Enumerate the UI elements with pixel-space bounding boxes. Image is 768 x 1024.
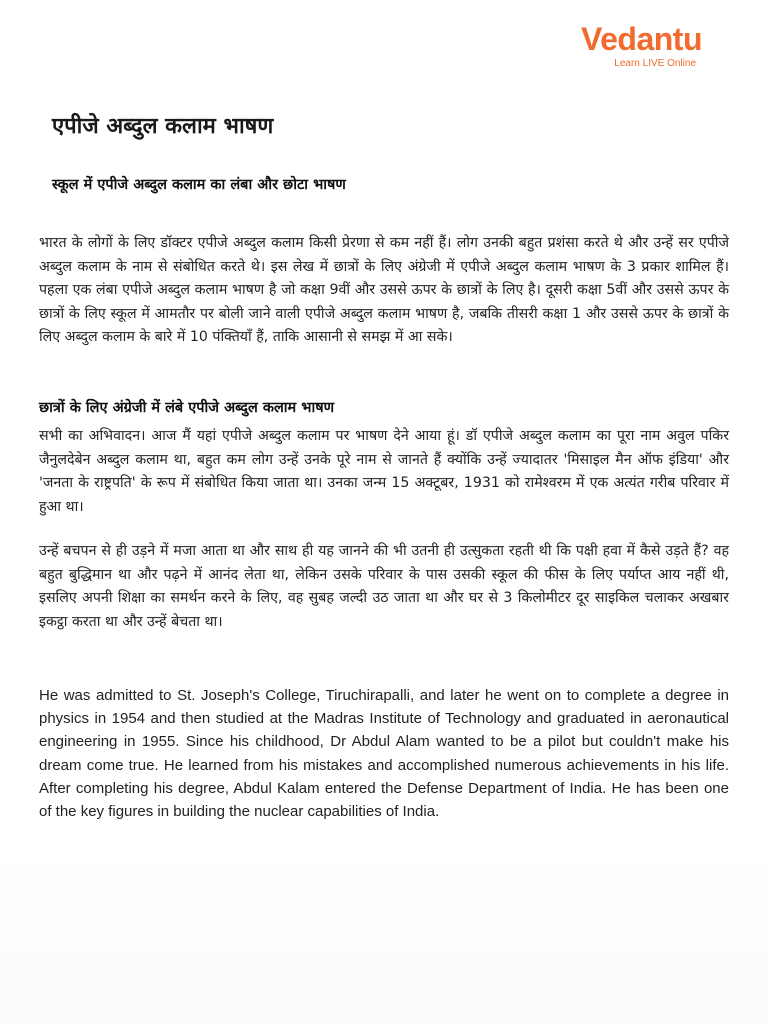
intro-paragraph: भारत के लोगों के लिए डॉक्टर एपीजे अब्दुल कलाम किसी प्रेरणा से कम नहीं हैं। लोग उनकी बहुत प्रशंसा करते थे और उन्हें सर एपीजे अब्दुल कलाम के नाम से संबोधित करते थे। इस लेख में छात्रों के लिए अंग्रेजी में एपीजे अब्दुल कलाम भाषण के 3 प्रकार शामिल हैं। पहला एक लंबा एपीजे अब्दुल कलाम भाषण है जो कक्षा 9वीं और उससे ऊपर के छात्रों के लिए है। दूसरी कक्षा 5वीं और उससे ऊपर के छात्रों के लिए स्कूल में आमतौर पर बोली जाने वाली एपीजे अब्दुल कलाम भाषण है, जबकि तीसरी कक्षा 1 और उससे ऊपर के छात्रों के लिए अब्दुल कलाम के बारे में 10 पंक्तियाँ हैं, ताकि आसानी से समझ में आ सके। <box>39 235 729 345</box>
speech-paragraph-2: उन्हें बचपन से ही उड़ने में मजा आता था और साथ ही यह जानने की भी उतनी ही उत्सुकता रहती थी कि पक्षी हवा में कैसे उड़ते हैं? वह बहुत बुद्धिमान था और पढ़ने में आनंद लेता था, लेकिन उसके परिवार के पास उसकी स्कूल की फीस के लिए पर्याप्त आय नहीं थी, इसलिए अपनी शिक्षा का समर्थन करने के लिए, वह सुबह जल्दी उठ जाता था और घर से 3 किलोमीटर दूर साइकिल चलाकर अखबार इकट्ठा करता था और उन्हें बेचता था। <box>39 543 729 630</box>
page-bottom-area <box>0 850 768 1024</box>
section-heading: छात्रों के लिए अंग्रेजी में लंबे एपीजे अब्दुल कलाम भाषण <box>39 400 335 416</box>
logo-wordmark: Vedantu <box>581 21 702 57</box>
page-title: एपीजे अब्दुल कलाम भाषण <box>52 114 274 139</box>
vedantu-logo <box>581 22 702 70</box>
speech-paragraph-english: He was admitted to St. Joseph's College, Tiruchirapalli, and later he went on to complete a degree in physics in 1954 and then studied at the Madras Institute of Technology and graduated in aeronautical engineering in 1955. Since his childhood, Dr Abdul Alam wanted to be a pilot but couldn't make his dream come true. He learned from his mistakes and accomplished numerous achievements in his life. After completing his degree, Abdul Kalam entered the Defense Department of India. He has been one of the key figures in building the nuclear capabilities of India. <box>39 687 729 821</box>
speech-paragraph-1: सभी का अभिवादन। आज मैं यहां एपीजे अब्दुल कलाम पर भाषण देने आया हूं। डॉ एपीजे अब्दुल कलाम का पूरा नाम अवुल पकिर जैनुलदेबेन अब्दुल कलाम था, बहुत कम लोग उन्हें उनके पूरे नाम से जानते हैं क्योंकि उन्हें ज्यादातर 'मिसाइल मैन ऑफ इंडिया' और 'जनता के राष्ट्रपति' के रूप में संबोधित किया जाता था। उनका जन्म 15 अक्टूबर, 1931 को रामेश्वरम में एक अत्यंत गरीब परिवार में हुआ था। <box>39 428 729 515</box>
page-subtitle: स्कूल में एपीजे अब्दुल कलाम का लंबा और छोटा भाषण <box>52 177 346 193</box>
logo-tagline: Learn LIVE Online <box>614 58 696 69</box>
